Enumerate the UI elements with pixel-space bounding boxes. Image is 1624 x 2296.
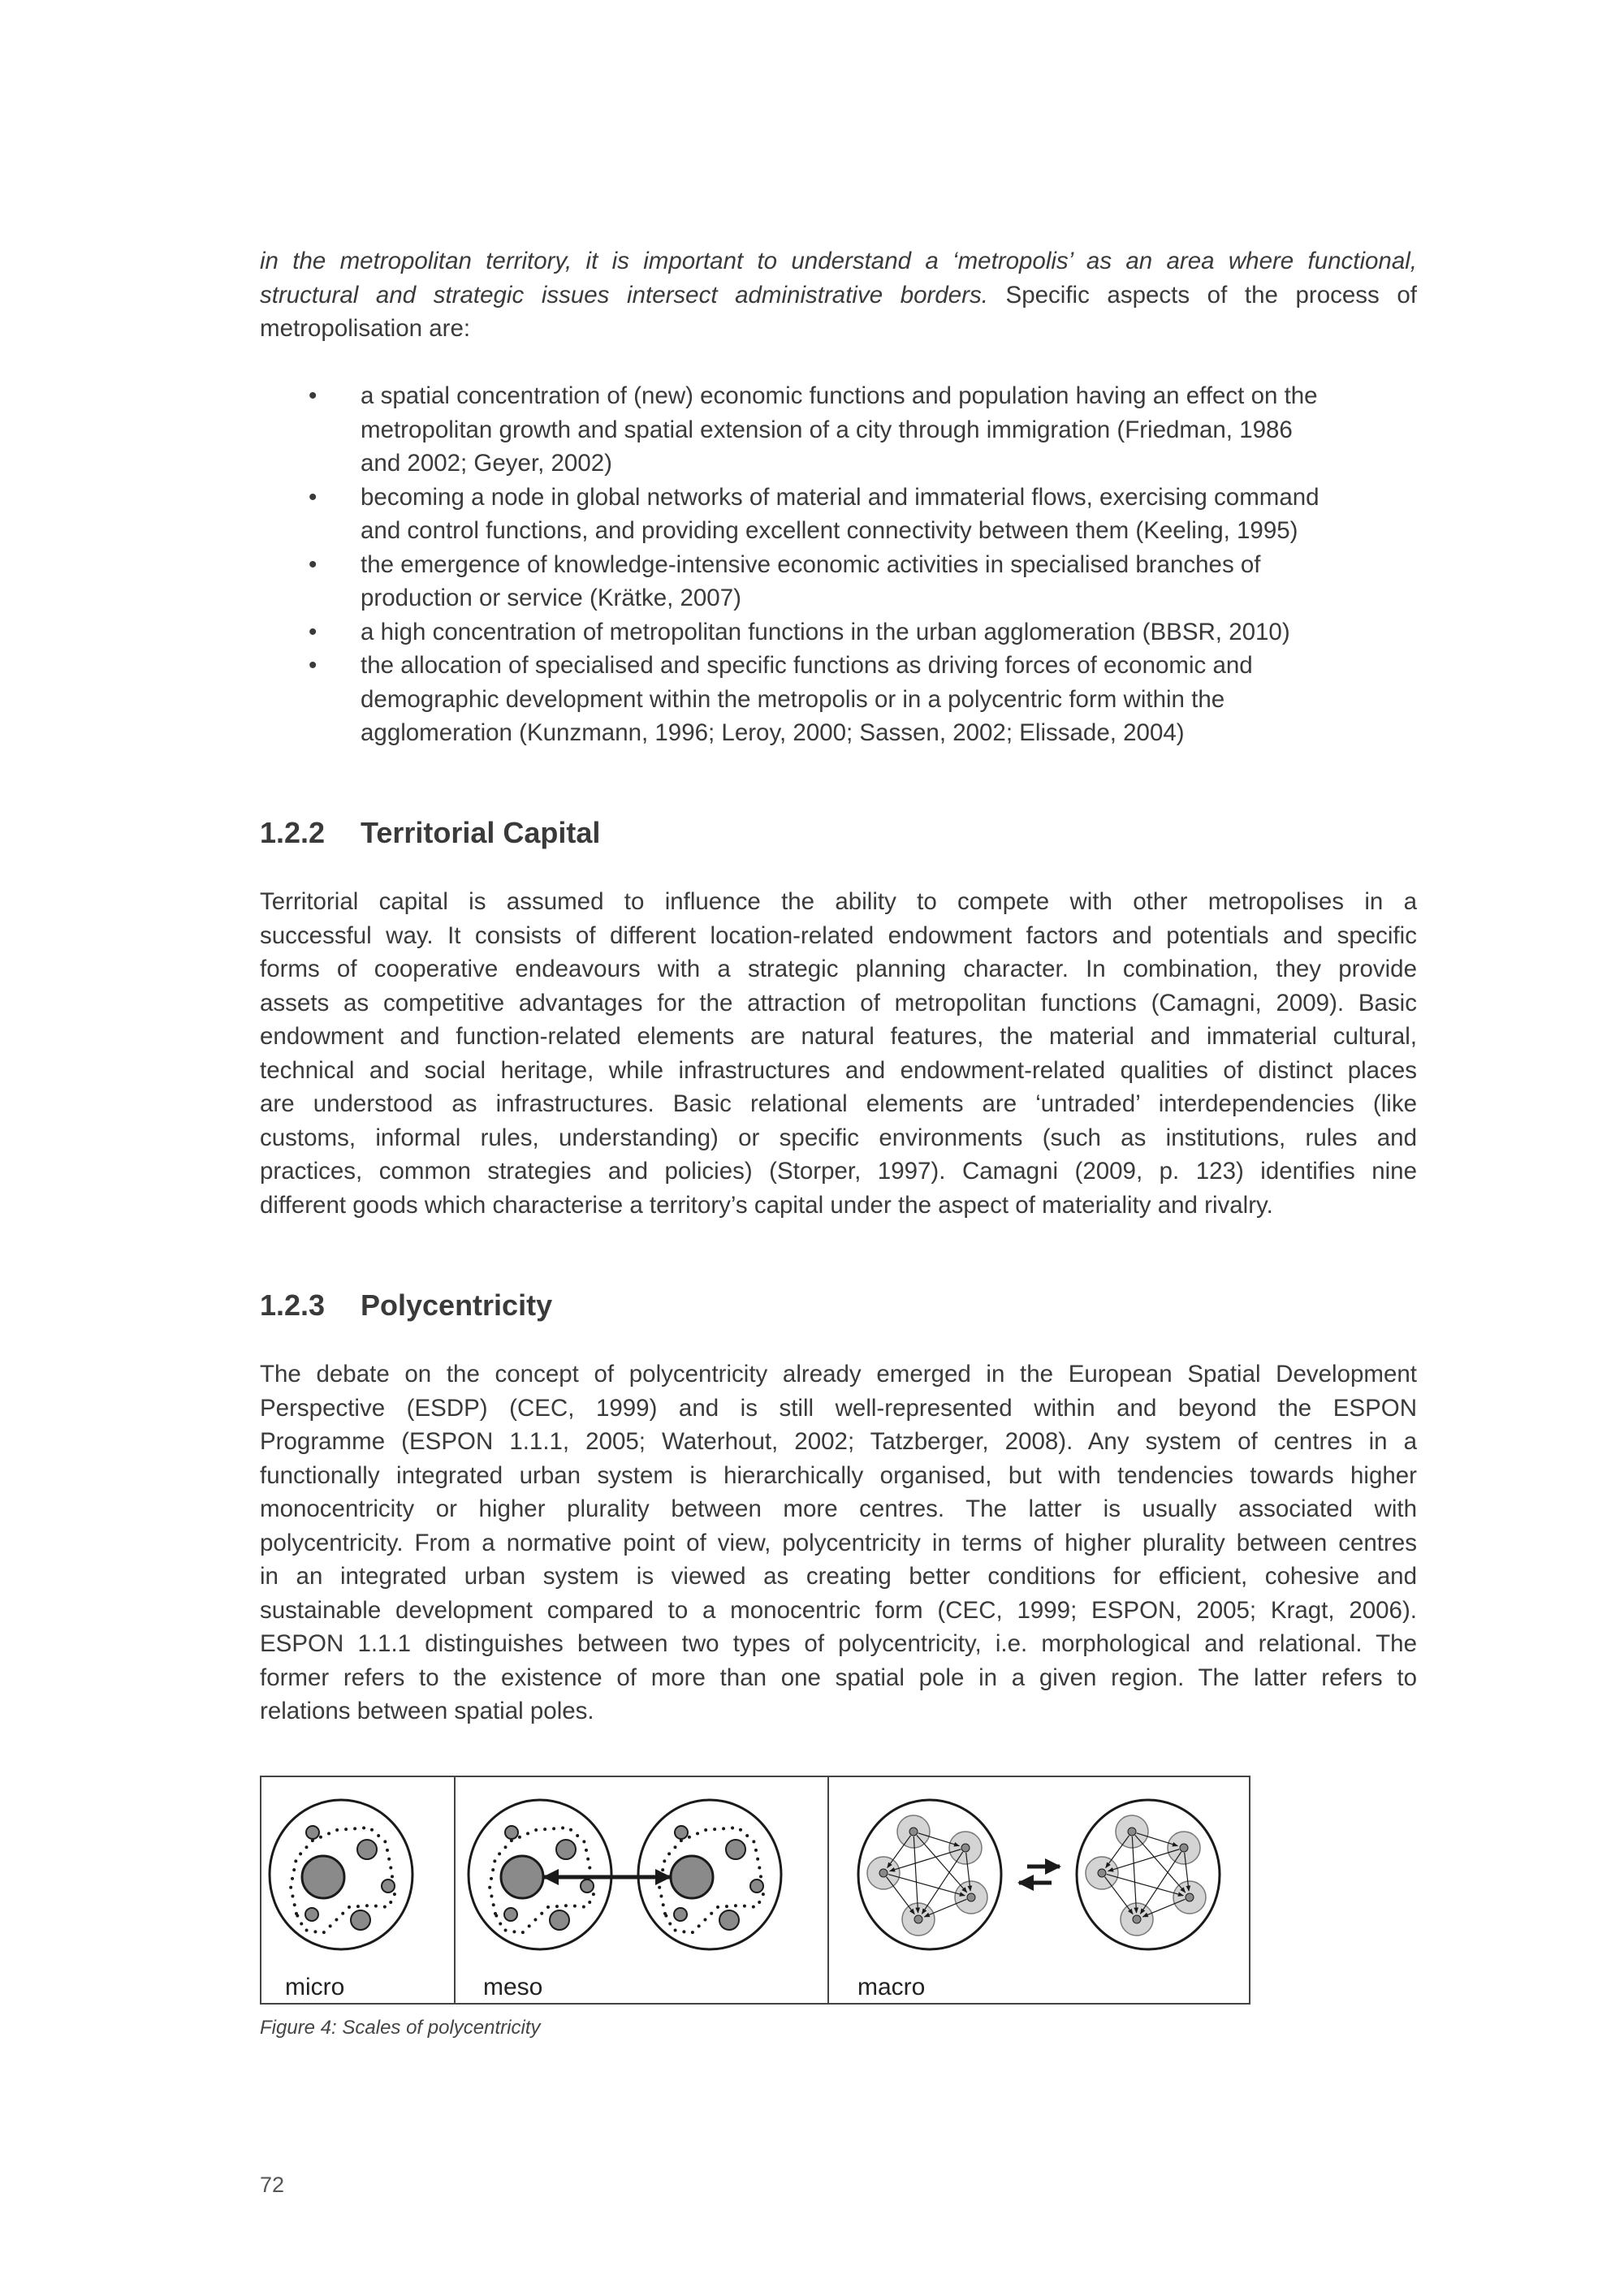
label-macro: macro	[857, 1974, 926, 2000]
text-line: technical and social heritage, while infrastructures and endowment-related qualities of distinct places	[260, 1056, 1417, 1084]
bullet-text-line: becoming a node in global networks of material and immaterial flows, exercising command	[361, 483, 1320, 511]
bullet-text-line: and 2002; Geyer, 2002)	[361, 450, 612, 477]
sub-centre	[556, 1840, 576, 1859]
core-centre	[671, 1856, 713, 1898]
sub-centre	[382, 1880, 395, 1892]
bullet-text-line: the allocation of specialised and specific functions as driving forces of economic and	[361, 652, 1253, 679]
text-line: endowment and function-related elements are natural features, the material and immaterial cultural,	[260, 1023, 1417, 1050]
bullet-text-line: a spatial concentration of (new) economic functions and population having an effect on the	[361, 382, 1318, 409]
label-micro: micro	[285, 1974, 345, 2000]
italic-text: structural and strategic issues intersect administrative borders.	[260, 281, 988, 309]
text-line: different goods which characterise a territory’s capital under the aspect of materiality and rivalry.	[260, 1191, 1273, 1219]
section-heading-territorial-capital	[260, 816, 600, 850]
text-line	[260, 312, 1417, 346]
polycentricity-paragraph	[260, 1357, 1417, 1728]
text-line: forms of cooperative endeavours with a strategic planning character. In combination, they provide	[260, 956, 1417, 982]
sub-centre	[504, 1908, 517, 1921]
text-line: former refers to the existence of more than one spatial pole in a given region. The latter refers to	[260, 1664, 1417, 1691]
meso-region-right	[638, 1800, 781, 1949]
micro-region	[270, 1800, 412, 1949]
bullet-text-line: a high concentration of metropolitan functions in the urban agglomeration (BBSR, 2010)	[361, 618, 1290, 645]
node-centre	[914, 1915, 922, 1923]
node-centre	[909, 1828, 918, 1836]
text-line: successful way. It consists of different location-related endowment factors and potentials and specific	[260, 921, 1417, 949]
node-centre	[1186, 1893, 1194, 1901]
bullet-icon: •	[309, 652, 317, 679]
bullet-item	[260, 548, 1417, 615]
bullet-text-line: the emergence of knowledge-intensive economic activities in specialised branches of	[361, 550, 1261, 578]
sub-centre	[306, 1826, 319, 1839]
text-line: The debate on the concept of polycentricity already emerged in the European Spatial Development	[260, 1361, 1417, 1388]
text-line: in an integrated urban system is viewed as creating better conditions for efficient, cohesive and	[260, 1563, 1417, 1590]
core-centre	[302, 1856, 344, 1898]
text-line: Perspective (ESDP) (CEC, 1999) and is still well-represented within and beyond the ESPON	[260, 1394, 1417, 1422]
polycentricity-diagram	[260, 1776, 1250, 2005]
sub-centre	[674, 1908, 687, 1921]
text-line: Programme (ESPON 1.1.1, 2005; Waterhout, 2002; Tatzberger, 2008). Any system of centres in a	[260, 1428, 1417, 1455]
text-line: practices, common strategies and policies) (Storper, 1997). Camagni (2009, p. 123) identifies nine	[260, 1158, 1417, 1185]
section-number: 1.2.2	[260, 816, 326, 849]
figure-scales-of-polycentricity	[260, 1776, 1250, 2005]
text-line: polycentricity. From a normative point of view, polycentricity in terms of higher plurality between centres	[260, 1529, 1417, 1556]
text-line: sustainable development compared to a monocentric form (CEC, 1999; ESPON, 2005; Kragt, 2006).	[260, 1596, 1417, 1624]
bullet-item	[260, 379, 1417, 481]
text-line: assets as competitive advantages for the attraction of metropolitan functions (Camagni, 2009). Basic	[260, 989, 1417, 1016]
bullet-icon: •	[309, 382, 317, 409]
text-line	[260, 244, 1417, 278]
node-centre	[1098, 1869, 1106, 1877]
sub-centre	[750, 1880, 763, 1892]
node-centre	[1128, 1828, 1136, 1836]
sub-centre	[351, 1910, 370, 1930]
text-line: Territorial capital is assumed to influence the ability to compete with other metropolises in a	[260, 888, 1417, 915]
node-centre	[1133, 1915, 1141, 1923]
text-line: are understood as infrastructures. Basic relational elements are ‘untraded’ interdependencies (like	[260, 1090, 1417, 1117]
bullet-text-line: production or service (Krätke, 2007)	[361, 585, 741, 611]
core-centre	[501, 1856, 543, 1898]
node-centre	[879, 1869, 888, 1877]
node-centre	[1180, 1844, 1188, 1852]
bullet-text-line: demographic development within the metropolis or in a polycentric form within the	[361, 685, 1225, 713]
macro-region-left	[858, 1800, 1001, 1949]
meso-region-left	[469, 1800, 611, 1949]
section-title: Polycentricity	[361, 1288, 553, 1322]
label-meso: meso	[483, 1974, 543, 2000]
node-centre	[961, 1844, 970, 1852]
page-number: 72	[260, 2173, 285, 2197]
sub-centre	[719, 1910, 739, 1930]
bullet-icon: •	[309, 618, 317, 645]
text-segment: Specific aspects of the process of	[987, 281, 1417, 309]
figure-caption: Figure 4: Scales of polycentricity	[260, 2017, 541, 2039]
text-line	[260, 278, 1417, 313]
bullet-icon: •	[309, 550, 317, 578]
bullet-list	[260, 379, 1417, 750]
intro-paragraph	[260, 244, 1417, 346]
section-number: 1.2.3	[260, 1288, 326, 1322]
node-centre	[967, 1893, 975, 1901]
sub-centre	[305, 1908, 318, 1921]
bullet-item	[260, 649, 1417, 750]
section-title: Territorial Capital	[361, 816, 601, 849]
text-line: customs, informal rules, understanding) or specific environments (such as institutions, rules and	[260, 1124, 1417, 1151]
sub-centre	[550, 1910, 569, 1930]
sub-centre	[675, 1826, 688, 1839]
text-line: relations between spatial poles.	[260, 1698, 594, 1724]
italic-text: in the metropolitan territory, it is important to understand a ‘metropolis’ as an area where functional,	[260, 248, 1417, 274]
text-line: monocentricity or higher plurality between more centres. The latter is usually associated with	[260, 1495, 1417, 1522]
sub-centre	[581, 1880, 594, 1892]
sub-centre	[726, 1840, 745, 1859]
macro-region-right	[1077, 1800, 1220, 1949]
bullet-text-line: metropolitan growth and spatial extension of a city through immigration (Friedman, 1986	[361, 416, 1293, 443]
bullet-icon: •	[309, 483, 317, 511]
sub-centre	[505, 1826, 518, 1839]
text-line: ESPON 1.1.1 distinguishes between two types of polycentricity, i.e. morphological and relational. The	[260, 1630, 1417, 1657]
bullet-item	[260, 615, 1417, 650]
bullet-item	[260, 481, 1417, 548]
text-line: functionally integrated urban system is hierarchically organised, but with tendencies towards higher	[260, 1461, 1417, 1489]
text-segment: metropolisation are:	[260, 315, 471, 342]
bullet-text-line: agglomeration (Kunzmann, 1996; Leroy, 2000; Sassen, 2002; Elissade, 2004)	[361, 719, 1185, 746]
section-heading-polycentricity	[260, 1288, 552, 1323]
bullet-text-line: and control functions, and providing excellent connectivity between them (Keeling, 1995)	[361, 517, 1298, 544]
sub-centre	[357, 1840, 377, 1859]
territorial-capital-paragraph	[260, 885, 1417, 1222]
